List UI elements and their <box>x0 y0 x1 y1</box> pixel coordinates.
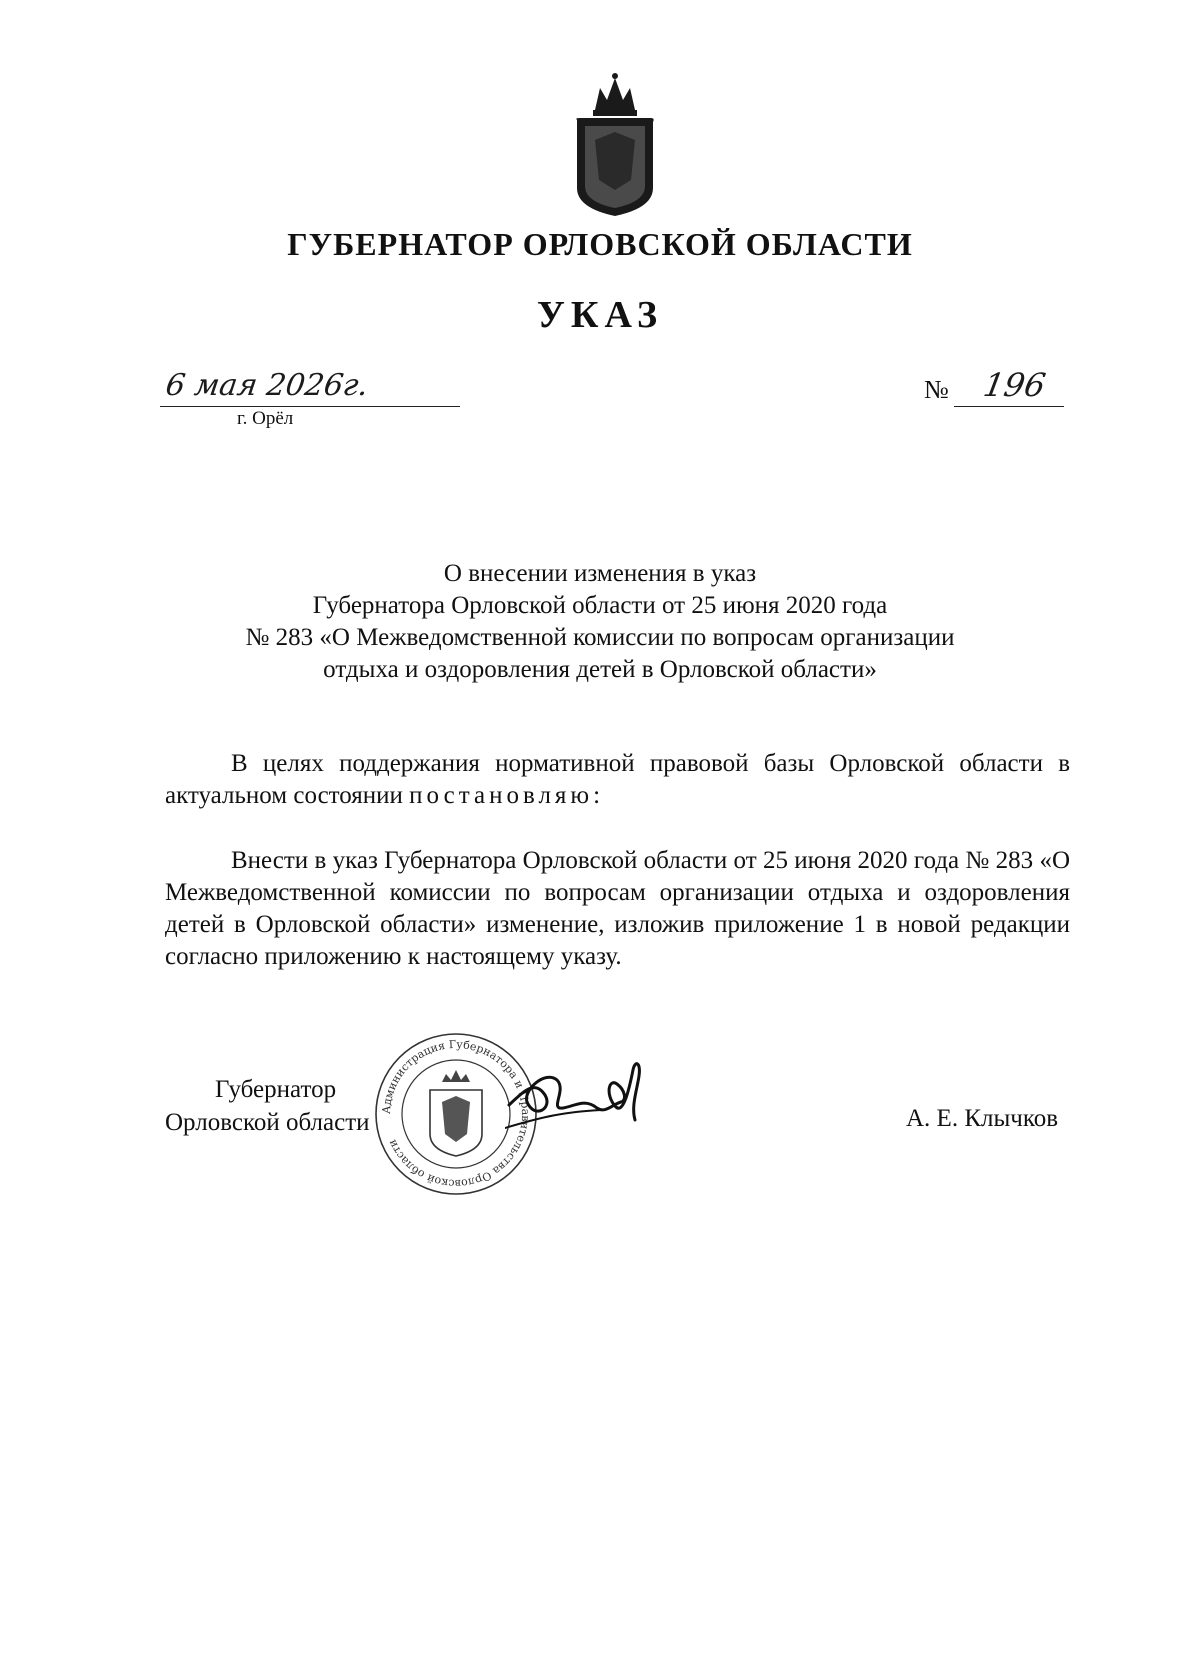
signatory-title <box>165 1073 370 1139</box>
subject-line: отдыха и оздоровления детей в Орловской области» <box>323 656 877 683</box>
subject-line: О внесении изменения в указ <box>443 560 757 587</box>
subject-line: Губернатора Орловской области от 25 июня 2020 года <box>312 592 888 619</box>
coat-of-arms-icon <box>565 70 665 220</box>
issuer-heading: ГУБЕРНАТОР ОРЛОВСКОЙ ОБЛАСТИ <box>287 226 913 262</box>
city-label: г. Орёл <box>237 408 294 429</box>
number-block <box>924 368 1064 418</box>
handwritten-date: 6 мая 2026г. <box>163 368 371 403</box>
date-underline <box>160 406 460 407</box>
handwritten-number: 196 <box>980 366 1049 404</box>
decree-word: постановляю <box>409 782 594 809</box>
document-type-title: УКАЗ <box>537 294 663 336</box>
signatory-name: А. Е. Клычков <box>906 1105 1059 1132</box>
subject-heading <box>0 558 1200 686</box>
signatory-title-line: Губернатор <box>215 1076 337 1103</box>
operative-paragraph: Внести в указ Губернатора Орловской области от 25 июня 2020 года № 283 «О Межведомственной комиссии по вопросам организации отдыха и оздоровления детей в Орловской области» изменение, изложив приложение 1 в новой редакции согласно приложению к настоящему указу. <box>165 847 1070 970</box>
signatory-title-line: Орловской области <box>165 1109 370 1136</box>
preamble-text: В целях поддержания нормативной правовой базы Орловской области в актуальном состоянии <box>165 750 1070 809</box>
subject-line: № 283 «О Межведомственной комиссии по вопросам организации <box>245 624 955 651</box>
number-underline <box>954 406 1064 407</box>
handwritten-signature <box>505 1050 665 1140</box>
preamble-colon: : <box>593 782 601 809</box>
date-block <box>160 368 450 428</box>
seal-text: Администрация Губернатора и Правительства Орловской области <box>379 1037 533 1191</box>
number-sign: № <box>924 375 949 404</box>
preamble-paragraph <box>165 748 1070 812</box>
